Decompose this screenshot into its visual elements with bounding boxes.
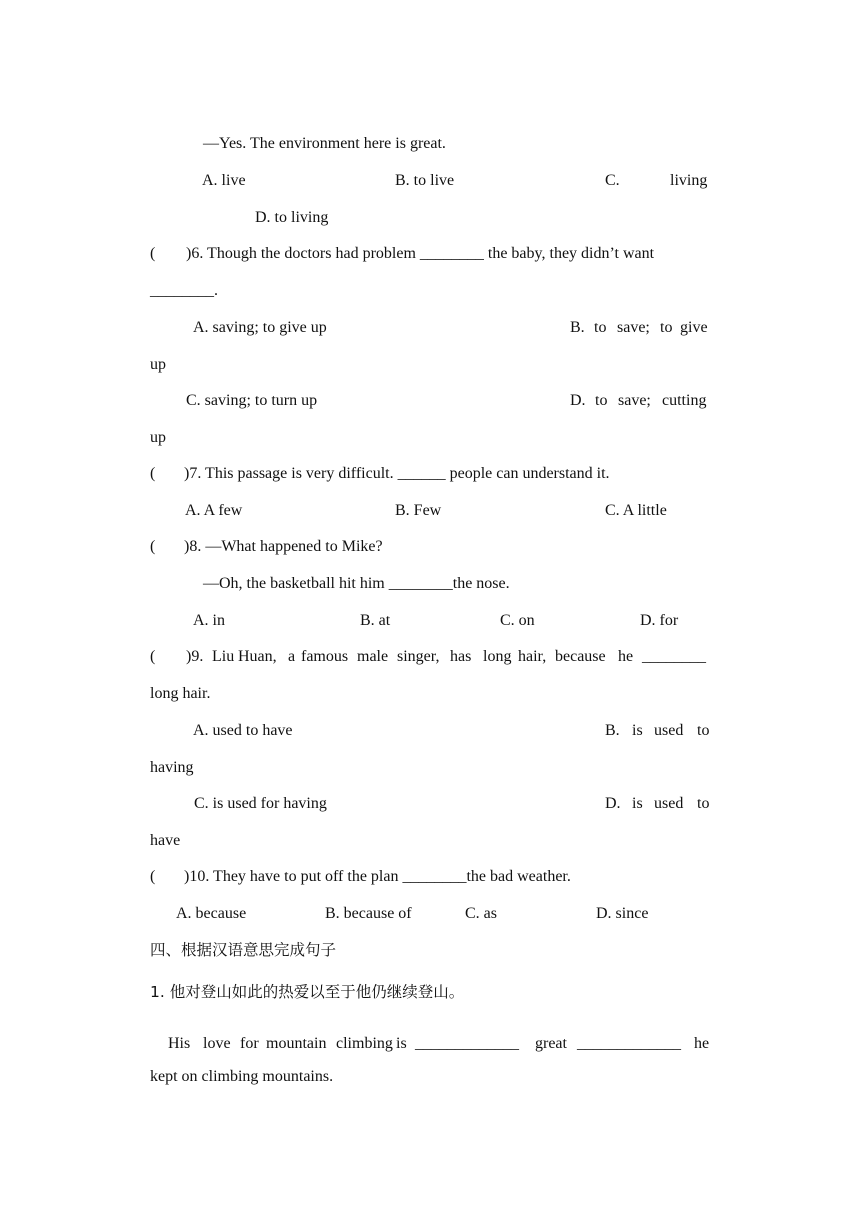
q9-stem-word: )9. — [186, 648, 204, 665]
q8-option-b: B. at — [360, 612, 391, 629]
q7-stem: )7. This passage is very difficult. ______ people can understand it. — [184, 465, 610, 482]
q9-stem-word: hair, — [518, 648, 547, 665]
q6-option-b-word: to — [660, 319, 673, 336]
q10-option-d: D. since — [596, 905, 649, 922]
q9-option-d-word: used — [654, 795, 684, 812]
q9-stem-word: ________ — [642, 648, 706, 665]
q8-answer-line: —Oh, the basketball hit him ________the nose. — [203, 575, 510, 592]
q9-option-b-word: is — [632, 722, 643, 739]
q6-option-b-cont: up — [150, 356, 166, 373]
q6-stem-cont: ________. — [150, 282, 218, 299]
q7-paren: ( — [150, 465, 156, 482]
section4-item1-word: is — [396, 1035, 407, 1052]
q6-option-a: A. saving; to give up — [193, 319, 327, 336]
q9-option-b-word: to — [697, 722, 710, 739]
q9-stem-word: Huan, — [238, 648, 277, 665]
q6-option-d-label: D. — [570, 392, 586, 409]
q9-stem-word: because — [555, 648, 606, 665]
q10-option-a: A. because — [176, 905, 247, 922]
q9-option-d-word: to — [697, 795, 710, 812]
section4-item1-chinese: 1. 他对登山如此的热爱以至于他仍继续登山。 — [150, 983, 465, 1001]
q9-option-b-word: used — [654, 722, 684, 739]
section4-item1-word: great — [535, 1035, 567, 1052]
q9-option-d-cont: have — [150, 832, 181, 849]
q9-stem-word: has — [450, 648, 472, 665]
q9-stem-word: male — [357, 648, 389, 665]
section4-item1-blank: _____________ — [415, 1035, 519, 1052]
q7-option-b: B. Few — [395, 502, 442, 519]
q10-paren: ( — [150, 868, 156, 885]
section4-item1-word: climbing — [336, 1035, 393, 1052]
q8-option-c: C. on — [500, 612, 535, 629]
section4-item1-blank: _____________ — [577, 1035, 681, 1052]
q5-answer-line: —Yes. The environment here is great. — [203, 135, 446, 152]
q6-option-d-word: to — [595, 392, 608, 409]
q8-option-d: D. for — [640, 612, 679, 629]
q9-stem-word: singer, — [397, 648, 440, 665]
q10-option-c: C. as — [465, 905, 497, 922]
q5-option-c-label: C. — [605, 172, 620, 189]
q9-option-b-label: B. — [605, 722, 620, 739]
q8-stem: )8. —What happened to Mike? — [184, 538, 383, 555]
q9-stem-word: Liu — [212, 648, 235, 665]
q6-paren: ( — [150, 245, 156, 262]
q9-stem-word: famous — [301, 648, 349, 665]
q9-stem-word: a — [288, 648, 296, 665]
q8-option-a: A. in — [193, 612, 225, 629]
section4-item1-cont: kept on climbing mountains. — [150, 1068, 334, 1085]
q6-option-b-word: give — [680, 319, 708, 336]
q9-paren: ( — [150, 648, 156, 665]
q10-option-b: B. because of — [325, 905, 412, 922]
q9-option-d-word: is — [632, 795, 643, 812]
q9-stem-cont: long hair. — [150, 685, 211, 702]
q6-option-d-cont: up — [150, 429, 166, 446]
section4-item1-word: His — [168, 1035, 191, 1052]
q9-option-a: A. used to have — [193, 722, 293, 739]
q6-stem: )6. Though the doctors had problem ________ the baby, they didn’t want — [186, 245, 655, 262]
q8-paren: ( — [150, 538, 156, 555]
q9-option-d-label: D. — [605, 795, 621, 812]
q6-option-d-word: save; — [618, 392, 651, 409]
q5-option-c-text: living — [670, 172, 708, 189]
q5-option-a: A. live — [202, 172, 246, 189]
section4-item1-word: he — [694, 1035, 710, 1052]
q6-option-d-word: cutting — [662, 392, 707, 409]
q5-option-d: D. to living — [255, 209, 329, 226]
q10-stem: )10. They have to put off the plan ________the bad weather. — [184, 868, 571, 885]
section4-item1-word: mountain — [266, 1035, 327, 1052]
q6-option-b-label: B. — [570, 319, 585, 336]
q6-option-b-word: save; — [617, 319, 650, 336]
q9-option-b-cont: having — [150, 759, 194, 776]
q9-stem-word: he — [618, 648, 634, 665]
section4-item1-word: love — [203, 1035, 231, 1052]
section4-item1-word: for — [240, 1035, 259, 1052]
q6-option-b-word: to — [594, 319, 607, 336]
q7-option-c: C. A little — [605, 502, 667, 519]
q6-option-c: C. saving; to turn up — [186, 392, 318, 409]
q5-option-b: B. to live — [395, 172, 455, 189]
q9-stem-word: long — [483, 648, 512, 665]
section-heading: 四、根据汉语意思完成句子 — [150, 941, 337, 959]
q7-option-a: A. A few — [185, 502, 243, 519]
q9-option-c: C. is used for having — [194, 795, 327, 812]
